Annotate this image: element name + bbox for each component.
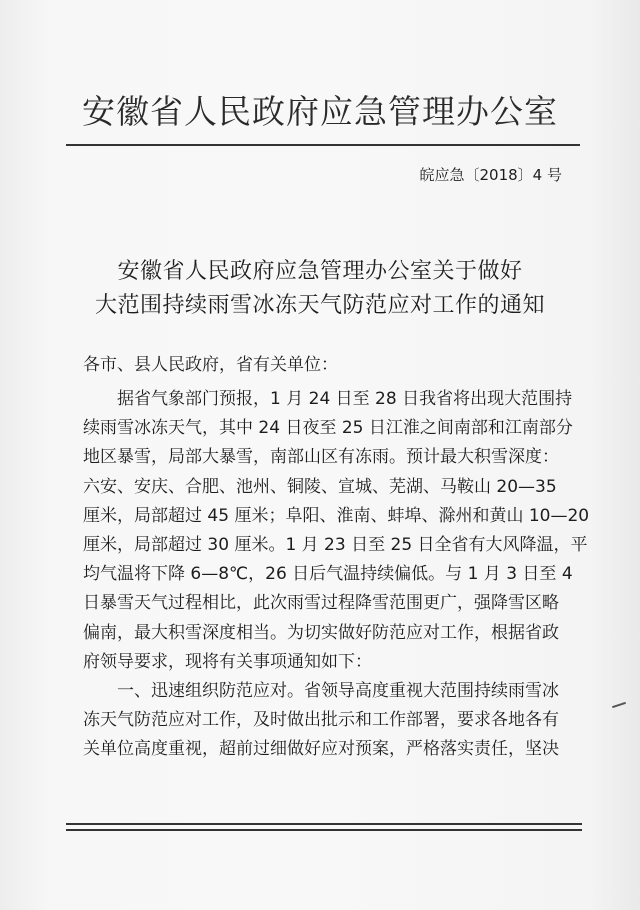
body-line: 府领导要求，现将有关事项通知如下： [83,651,372,672]
footer-divider-bottom [66,829,582,831]
margin-pen-mark [612,702,626,708]
header-divider [66,144,580,146]
body-line: 均气温将下降 6—8℃，26 日后气温持续偏低。与 1 月 3 日至 4 [83,564,573,585]
body-line: 续雨雪冰冻天气，其中 24 日夜至 25 日江淮之间南部和江南部分 [83,418,573,439]
body-line: 关单位高度重视，超前过细做好应对预案，严格落实责任，坚决 [83,739,559,760]
notice-title-line-1: 安徽省人民政府应急管理办公室关于做好 [117,259,523,284]
body-line: 地区暴雪，局部大暴雪，南部山区有冻雨。预计最大积雪深度： [83,447,559,468]
body-line: 一、迅速组织防范应对。省领导高度重视大范围持续雨雪冰 [83,680,559,701]
body-line: 六安、安庆、合肥、池州、铜陵、宣城、芜湖、马鞍山 20—35 [83,476,557,497]
body-line: 据省气象部门预报，1 月 24 日至 28 日我省将出现大范围持 [83,389,573,409]
body-line: 厘米，局部超过 45 厘米；阜阳、淮南、蚌埠、滁州和黄山 10—20 [83,505,590,526]
notice-title-line-2: 大范围持续雨雪冰冻天气防范应对工作的通知 [94,293,545,318]
salutation: 各市、县人民政府，省有关单位： [83,355,338,375]
footer-divider-top [66,823,582,825]
body-line: 偏南，最大积雪深度相当。为切实做好防范应对工作，根据省政 [83,622,559,643]
body-line: 冻天气防范应对工作，及时做出批示和工作部署，要求各地各有 [83,710,559,731]
body-line: 日暴雪天气过程相比，此次雨雪过程降雪范围更广，强降雪区略 [83,593,559,614]
body-line: 厘米，局部超过 30 厘米。1 月 23 日至 25 日全省有大风降温，平 [83,534,588,555]
document-number: 皖应急〔2018〕4 号 [419,166,562,184]
notice-body [83,385,590,764]
issuing-organization-header: 安徽省人民政府应急管理办公室 [82,92,558,131]
